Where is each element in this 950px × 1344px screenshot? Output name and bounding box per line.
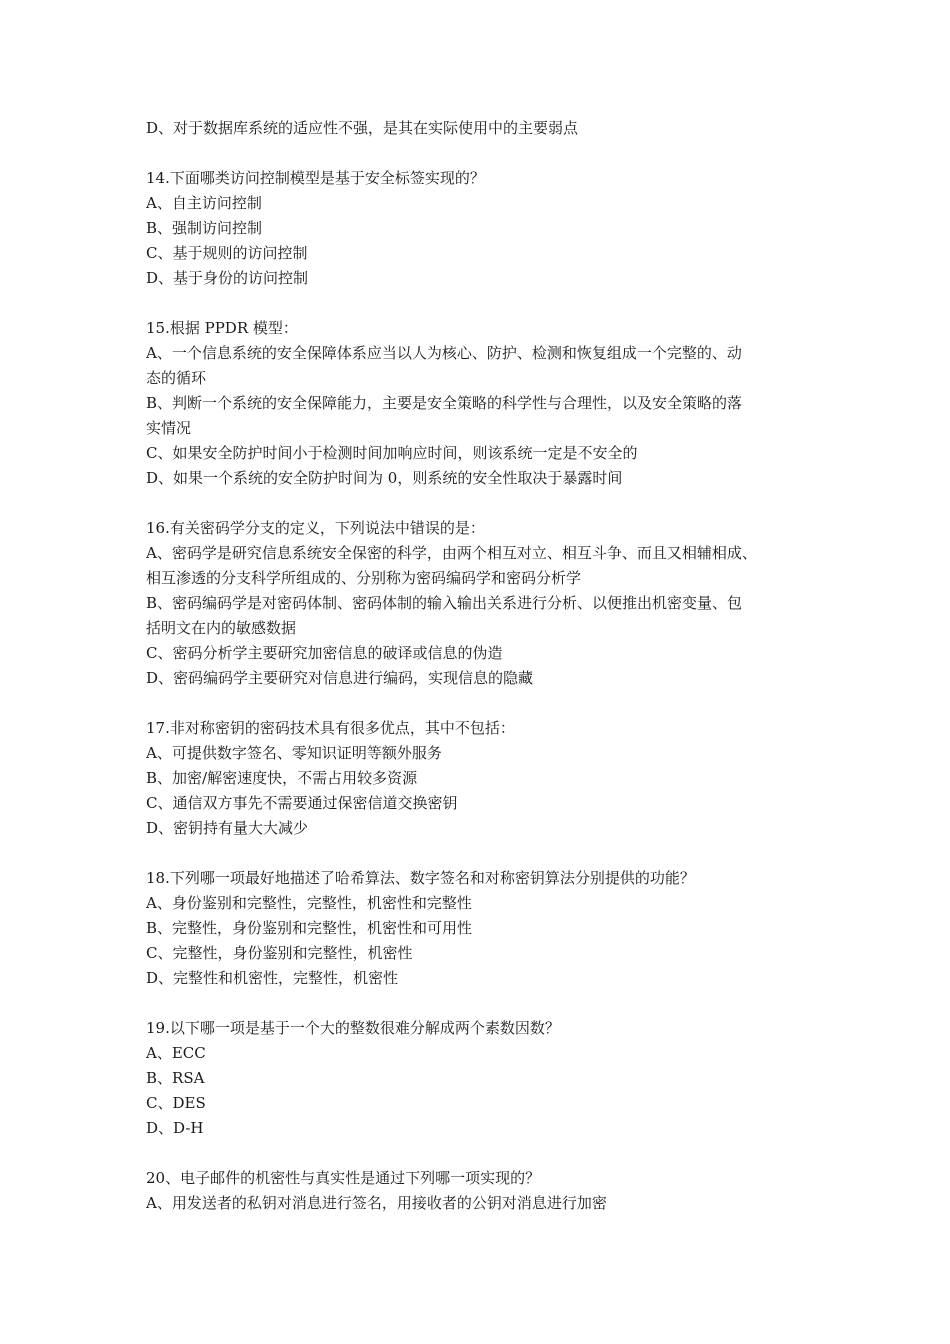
option-d: D、D-H xyxy=(146,1119,204,1137)
option-a: A、用发送者的私钥对消息进行签名，用接收者的公钥对消息进行加密 xyxy=(146,1194,607,1212)
option-d: D、如果一个系统的安全防护时间为 0，则系统的安全性取决于暴露时间 xyxy=(146,469,623,487)
option-b: B、RSA xyxy=(146,1069,205,1087)
text-line: D、对于数据库系统的适应性不强，是其在实际使用中的主要弱点 xyxy=(146,119,579,137)
question-14 xyxy=(146,166,812,291)
option-a: A、自主访问控制 xyxy=(146,194,262,212)
question-stem: 14.下面哪类访问控制模型是基于安全标签实现的？ xyxy=(146,169,485,187)
option-c: C、如果安全防护时间小于检测时间加响应时间，则该系统一定是不安全的 xyxy=(146,444,638,462)
document-page xyxy=(146,116,812,1216)
question-stem: 17.非对称密钥的密码技术具有很多优点，其中不包括： xyxy=(146,719,515,737)
option-c: C、通信双方事先不需要通过保密信道交换密钥 xyxy=(146,794,458,812)
option-a-continued: 相互渗透的分支科学所组成的、分别称为密码编码学和密码分析学 xyxy=(146,569,582,587)
option-a: A、可提供数字签名、零知识证明等额外服务 xyxy=(146,744,442,762)
option-b: B、完整性，身份鉴别和完整性，机密性和可用性 xyxy=(146,919,473,937)
question-18 xyxy=(146,866,812,991)
question-15 xyxy=(146,316,812,491)
option-c: C、基于规则的访问控制 xyxy=(146,244,308,262)
option-c: C、DES xyxy=(146,1094,206,1112)
option-a: A、身份鉴别和完整性，完整性，机密性和完整性 xyxy=(146,894,472,912)
question-stem: 18.下列哪一项最好地描述了哈希算法、数字签名和对称密钥算法分别提供的功能？ xyxy=(146,869,695,887)
option-b: B、密码编码学是对密码体制、密码体制的输入输出关系进行分析、以便推出机密变量、包 xyxy=(146,594,743,612)
question-stem: 19.以下哪一项是基于一个大的整数很难分解成两个素数因数？ xyxy=(146,1019,560,1037)
option-a: A、ECC xyxy=(146,1044,206,1062)
question-stem: 16.有关密码学分支的定义，下列说法中错误的是： xyxy=(146,519,485,537)
question-stem: 15.根据 PPDR 模型： xyxy=(146,319,298,337)
option-d: D、完整性和机密性，完整性，机密性 xyxy=(146,969,399,987)
question-16 xyxy=(146,516,812,691)
option-a-continued: 态的循环 xyxy=(146,369,207,387)
option-b: B、加密/解密速度快，不需占用较多资源 xyxy=(146,769,418,787)
option-b-continued: 实情况 xyxy=(146,419,192,437)
question-19 xyxy=(146,1016,812,1141)
question-stem: 20、电子邮件的机密性与真实性是通过下列哪一项实现的？ xyxy=(146,1169,541,1187)
question-17 xyxy=(146,716,812,841)
option-c: C、密码分析学主要研究加密信息的破译或信息的伪造 xyxy=(146,644,503,662)
option-d: D、密码编码学主要研究对信息进行编码，实现信息的隐藏 xyxy=(146,669,534,687)
option-b: B、判断一个系统的安全保障能力，主要是安全策略的科学性与合理性，以及安全策略的落 xyxy=(146,394,743,412)
option-c: C、完整性，身份鉴别和完整性，机密性 xyxy=(146,944,413,962)
question-20 xyxy=(146,1166,812,1216)
option-b-continued: 括明文在内的敏感数据 xyxy=(146,619,297,637)
option-b: B、强制访问控制 xyxy=(146,219,263,237)
option-d: D、密钥持有量大大减少 xyxy=(146,819,309,837)
option-a: A、密码学是研究信息系统安全保密的科学，由两个相互对立、相互斗争、而且又相辅相成、 xyxy=(146,544,757,562)
option-d: D、基于身份的访问控制 xyxy=(146,269,309,287)
option-a: A、一个信息系统的安全保障体系应当以人为核心、防护、检测和恢复组成一个完整的、动 xyxy=(146,344,742,362)
